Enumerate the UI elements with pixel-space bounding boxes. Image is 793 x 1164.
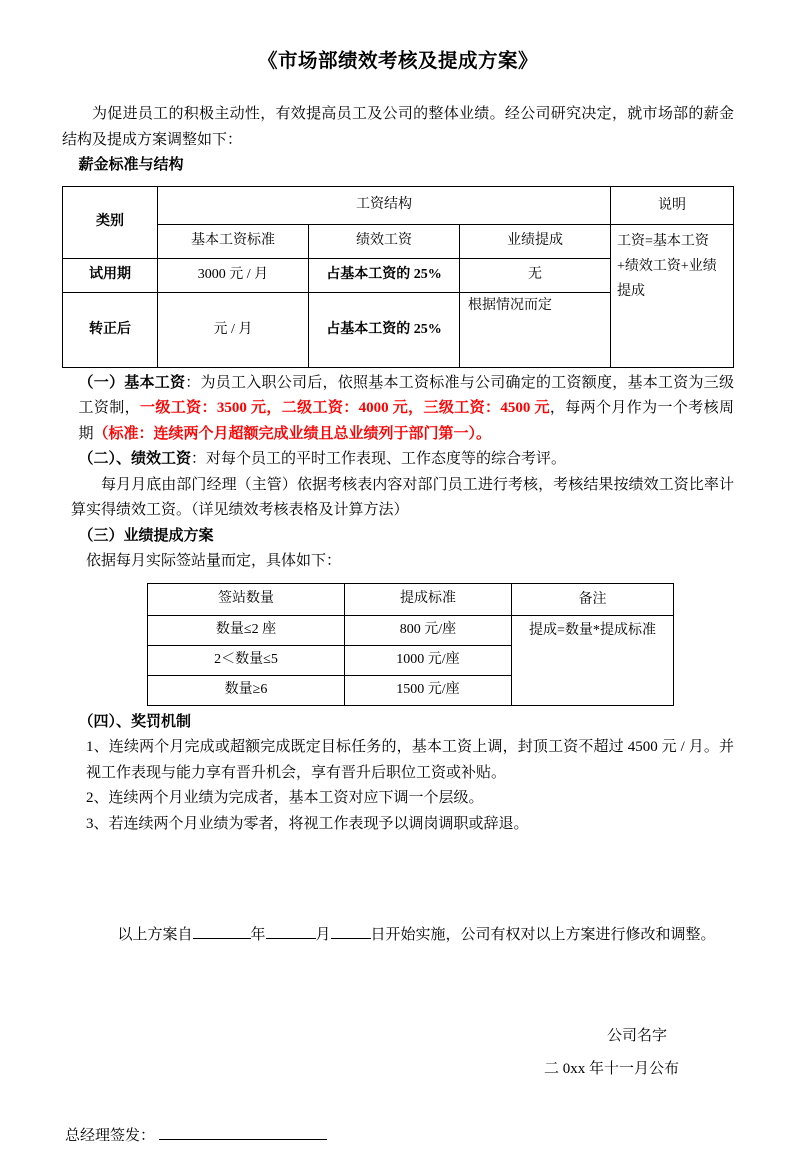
document-title: 《市场部绩效考核及提成方案》 <box>257 51 538 72</box>
implementation-year-label: 年 <box>250 927 266 944</box>
row-regular-performance: 占基本工资的 25% <box>309 292 460 367</box>
base-salary-red-levels: 一级工资：3500 元，二级工资：4000 元，三级工资：4500 元 <box>140 400 550 417</box>
row-regular-base: 元 / 月 <box>158 292 309 367</box>
header-salary-structure: 工资结构 <box>158 186 611 224</box>
subheader-base-standard: 基本工资标准 <box>158 224 309 258</box>
subheader-business-commission: 业绩提成 <box>460 224 611 258</box>
salary-structure-table <box>62 186 734 368</box>
base-salary-colon: ： <box>185 374 201 391</box>
base-salary-paragraph <box>62 371 734 448</box>
implementation-day-label: 日开始实施，公司有权对以上方案进行修改和调整。 <box>370 927 716 944</box>
commission-remark: 提成=数量*提成标准 <box>512 615 674 705</box>
commission-row-3-quantity: 数量≥6 <box>148 675 345 705</box>
base-salary-text-1: 为员工入职公司后，依照基本工资标准与公司确定的工资额度，基本工资为三级工资制， <box>78 374 734 417</box>
implementation-year-blank[interactable] <box>193 923 251 939</box>
table-row <box>148 583 674 615</box>
row-probation-category: 试用期 <box>63 258 158 292</box>
row-regular-category: 转正后 <box>63 292 158 367</box>
header-category: 类别 <box>63 186 158 258</box>
row-probation-performance: 占基本工资的 25% <box>309 258 460 292</box>
commission-header-quantity: 签站数量 <box>148 583 345 615</box>
intro-paragraph: 为促进员工的积极主动性，有效提高员工及公司的整体业绩。经公司研究决定，就市场部的薪金结构及提成方案调整如下： <box>62 106 734 148</box>
implementation-month-blank[interactable] <box>266 923 316 939</box>
row-regular-commission: 根据情况而定 <box>460 292 611 367</box>
rewards-item-1: 1、连续两个月完成或超额完成既定目标任务的，基本工资上调，封顶工资不超过 4500 元 / 月。并视工作表现与能力享有晋升机会，享有晋升后职位工资或补贴。 <box>86 739 734 781</box>
implementation-prefix: 以上方案自 <box>117 927 193 944</box>
table-row <box>63 186 734 224</box>
base-salary-red-standard: （标准：连续两个月超额完成业绩且总业绩列于部门第一）。 <box>93 425 492 442</box>
rewards-section-heading: （四）、奖罚机制 <box>78 713 192 730</box>
rewards-item-2: 2、连续两个月业绩为完成者，基本工资对应下调一个层级。 <box>86 790 484 807</box>
commission-row-1-standard: 800 元/座 <box>345 615 512 645</box>
salary-formula-note: 工资=基本工资+绩效工资+业绩提成 <box>611 224 734 367</box>
performance-pay-paragraph <box>62 447 734 473</box>
commission-row-1-quantity: 数量≤2 座 <box>148 615 345 645</box>
publish-date: 二 0xx 年十一月公布 <box>543 1061 679 1078</box>
gm-signature-line <box>62 1124 734 1149</box>
commission-section-heading: （三）业绩提成方案 <box>78 527 214 544</box>
performance-pay-label: （二）、绩效工资 <box>78 451 192 468</box>
table-row <box>63 224 734 258</box>
commission-header-standard: 提成标准 <box>345 583 512 615</box>
commission-section-intro: 依据每月实际签站量而定，具体如下： <box>86 553 342 570</box>
base-salary-text-2: ，每两个月作为一个考核周期 <box>78 400 734 442</box>
gm-signature-label: 总经理签发： <box>65 1128 156 1145</box>
company-name: 公司名字 <box>606 1028 667 1045</box>
performance-pay-detail: 每月月底由部门经理（主管）依据考核表内容对部门员工进行考核，考核结果按绩效工资比率计算实得绩效工资。（详见绩效考核表格及计算方法） <box>71 476 734 519</box>
gm-signature-blank[interactable] <box>159 1124 327 1140</box>
row-probation-base: 3000 元 / 月 <box>158 258 309 292</box>
implementation-month-label: 月 <box>315 927 331 944</box>
commission-row-2-standard: 1000 元/座 <box>345 645 512 675</box>
commission-row-3-standard: 1500 元/座 <box>345 675 512 705</box>
performance-pay-text-1: 对每个员工的平时工作表现、工作态度等的综合考评。 <box>206 451 567 468</box>
implementation-line <box>62 923 734 948</box>
table-row <box>148 615 674 645</box>
commission-standard-table <box>147 583 674 706</box>
commission-header-remark: 备注 <box>512 583 674 615</box>
implementation-day-blank[interactable] <box>331 923 371 939</box>
signature-block <box>62 1020 734 1086</box>
base-salary-label: （一）基本工资 <box>78 374 186 391</box>
row-probation-commission: 无 <box>460 258 611 292</box>
document-content <box>62 0 734 1164</box>
performance-pay-colon: ： <box>191 451 207 468</box>
subheader-performance-pay: 绩效工资 <box>309 224 460 258</box>
commission-row-2-quantity: 2＜数量≤5 <box>148 645 345 675</box>
header-description: 说明 <box>611 186 734 224</box>
rewards-item-3: 3、若连续两个月业绩为零者，将视工作表现予以调岗调职或辞退。 <box>86 815 529 832</box>
salary-section-heading: 薪金标准与结构 <box>78 157 184 174</box>
